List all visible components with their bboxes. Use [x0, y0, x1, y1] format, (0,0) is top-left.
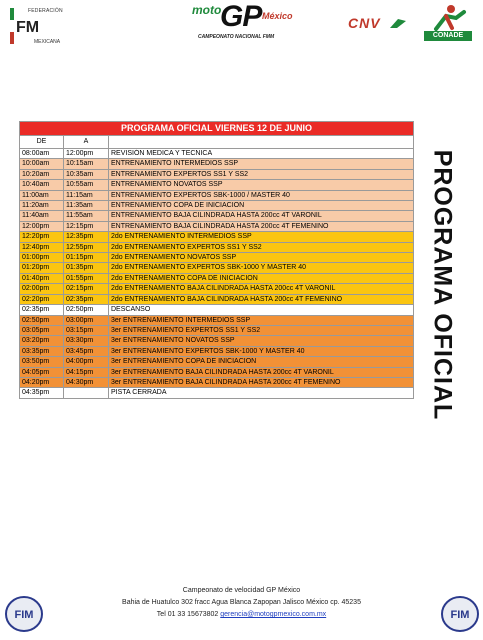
activity-cell: ENTRENAMIENTO INTERMEDIOS SSP — [109, 159, 414, 169]
start-time-cell: 12:00pm — [20, 221, 64, 231]
schedule-title-row — [20, 122, 414, 136]
start-time-cell: 12:40pm — [20, 242, 64, 252]
activity-cell: 2do ENTRENAMIENTO BAJA CILINDRADA HASTA 200cc 4T VARONIL — [109, 284, 414, 294]
schedule-row — [20, 284, 414, 294]
schedule-row — [20, 149, 414, 159]
activity-cell: 2do ENTRENAMIENTO COPA DE INICIACION — [109, 273, 414, 283]
footer-address: Bahia de Huatulco 302 fracc Agua Blanca Zapopan Jalisco México cp. 45235 — [122, 599, 361, 606]
schedule-row — [20, 159, 414, 169]
start-time-cell: 03:05pm — [20, 325, 64, 335]
activity-cell: ENTRENAMIENTO BAJA CILINDRADA HASTA 200cc 4T FEMENINO — [109, 221, 414, 231]
schedule-row — [20, 242, 414, 252]
schedule-row — [20, 180, 414, 190]
start-time-cell: 04:05pm — [20, 367, 64, 377]
gp-moto-text: moto — [192, 3, 222, 17]
activity-cell: 2do ENTRENAMIENTO NOVATOS SSP — [109, 253, 414, 263]
fmm-logo — [10, 8, 63, 45]
end-time-cell: 12:35pm — [64, 232, 109, 242]
footer-phone: Tel 01 33 15673802 — [156, 611, 219, 618]
start-time-cell: 08:00am — [20, 149, 64, 159]
cnv-wing-icon — [390, 19, 406, 29]
end-time-cell: 04:00pm — [64, 357, 109, 367]
column-header-description — [109, 136, 414, 149]
activity-cell: 2do ENTRENAMIENTO EXPERTOS SS1 Y SS2 — [109, 242, 414, 252]
end-time-cell: 12:00pm — [64, 149, 109, 159]
start-time-cell: 03:35pm — [20, 346, 64, 356]
activity-cell: ENTRENAMIENTO BAJA CILINDRADA HASTA 200cc 4T VARONIL — [109, 211, 414, 221]
start-time-cell: 10:00am — [20, 159, 64, 169]
fmm-federacion-text: FEDERACIÓN — [28, 8, 63, 14]
activity-cell: PISTA CERRADA — [109, 388, 414, 398]
start-time-cell: 11:40am — [20, 211, 64, 221]
end-time-cell: 11:15am — [64, 190, 109, 200]
activity-cell: REVISIÓN MEDICA Y TECNICA — [109, 149, 414, 159]
activity-cell: 3er ENTRENAMIENTO BAJA CILINDRADA HASTA 200cc 4T FEMENINO — [109, 377, 414, 387]
schedule-row — [20, 357, 414, 367]
gp-mexico-text: México — [262, 11, 293, 21]
fim-left-label: FIM — [14, 609, 34, 621]
side-title-box — [420, 150, 464, 420]
schedule-row — [20, 263, 414, 273]
activity-cell: 2do ENTRENAMIENTO BAJA CILINDRADA HASTA 200cc 4T FEMENINO — [109, 294, 414, 304]
end-time-cell: 03:00pm — [64, 315, 109, 325]
end-time-cell: 12:55pm — [64, 242, 109, 252]
fmm-flag-bar — [10, 8, 14, 44]
schedule-row — [20, 232, 414, 242]
end-time-cell: 03:15pm — [64, 325, 109, 335]
start-time-cell: 03:50pm — [20, 357, 64, 367]
schedule-header-row — [20, 136, 414, 149]
schedule-row — [20, 201, 414, 211]
schedule-row — [20, 367, 414, 377]
start-time-cell: 02:20pm — [20, 294, 64, 304]
fim-logo-left — [4, 595, 44, 633]
motogp-mexico-logo — [186, 0, 298, 43]
activity-cell: 3er ENTRENAMIENTO INTERMEDIOS SSP — [109, 315, 414, 325]
activity-cell: 3er ENTRENAMIENTO BAJA CILINDRADA HASTA 200cc 4T VARONIL — [109, 367, 414, 377]
schedule-row — [20, 221, 414, 231]
start-time-cell: 04:35pm — [20, 388, 64, 398]
end-time-cell: 04:30pm — [64, 377, 109, 387]
start-time-cell: 11:00am — [20, 190, 64, 200]
schedule-row — [20, 346, 414, 356]
end-time-cell: 11:55am — [64, 211, 109, 221]
schedule-row — [20, 253, 414, 263]
schedule-row — [20, 294, 414, 304]
cnv-logo — [348, 15, 408, 37]
start-time-cell: 10:20am — [20, 169, 64, 179]
schedule-title: PROGRAMA OFICIAL VIERNES 12 DE JUNIO — [20, 122, 414, 136]
end-time-cell: 02:50pm — [64, 305, 109, 315]
conade-logo — [424, 4, 472, 42]
start-time-cell: 12:20pm — [20, 232, 64, 242]
start-time-cell: 02:50pm — [20, 315, 64, 325]
start-time-cell: 01:20pm — [20, 263, 64, 273]
activity-cell: DESCANSO — [109, 305, 414, 315]
end-time-cell: 04:15pm — [64, 367, 109, 377]
conade-label: CONADE — [424, 31, 472, 41]
fmm-letters: FM — [16, 19, 40, 36]
activity-cell: 2do ENTRENAMIENTO INTERMEDIOS SSP — [109, 232, 414, 242]
start-time-cell: 01:00pm — [20, 253, 64, 263]
footer — [80, 585, 403, 621]
activity-cell: ENTRENAMIENTO NOVATOS SSP — [109, 180, 414, 190]
fim-right-label: FIM — [450, 609, 470, 621]
schedule-row — [20, 190, 414, 200]
schedule-row — [20, 315, 414, 325]
schedule-row — [20, 377, 414, 387]
end-time-cell — [64, 388, 109, 398]
start-time-cell: 03:20pm — [20, 336, 64, 346]
activity-cell: ENTRENAMIENTO EXPERTOS SBK-1000 / MASTER 40 — [109, 190, 414, 200]
end-time-cell: 03:30pm — [64, 336, 109, 346]
schedule-row — [20, 325, 414, 335]
fmm-mexicana-text: MEXICANA — [34, 39, 61, 45]
gp-letters: GP — [220, 0, 262, 33]
gp-subtitle: CAMPEONATO NACIONAL FMM — [198, 34, 275, 40]
end-time-cell: 03:45pm — [64, 346, 109, 356]
column-header-a: A — [64, 136, 109, 149]
footer-contact — [80, 609, 403, 621]
end-time-cell: 02:15pm — [64, 284, 109, 294]
footer-email-link[interactable]: gerencia@motogpmexico.com.mx — [220, 611, 327, 618]
side-title: PROGRAMA OFICIAL — [428, 149, 457, 421]
end-time-cell: 10:55am — [64, 180, 109, 190]
activity-cell: ENTRENAMIENTO EXPERTOS SS1 Y SS2 — [109, 169, 414, 179]
schedule-row — [20, 273, 414, 283]
end-time-cell: 12:15pm — [64, 221, 109, 231]
start-time-cell: 02:35pm — [20, 305, 64, 315]
fim-logo-right — [440, 595, 480, 633]
conade-runner-icon — [424, 4, 472, 31]
schedule-row — [20, 336, 414, 346]
cnv-text: CNV — [348, 15, 381, 31]
start-time-cell: 11:20am — [20, 201, 64, 211]
schedule-row — [20, 211, 414, 221]
activity-cell: 3er ENTRENAMIENTO COPA DE INICIACION — [109, 357, 414, 367]
start-time-cell: 04:20pm — [20, 377, 64, 387]
activity-cell: 3er ENTRENAMIENTO NOVATOS SSP — [109, 336, 414, 346]
activity-cell: 2do ENTRENAMIENTO EXPERTOS SBK-1000 Y MASTER 40 — [109, 263, 414, 273]
schedule-row — [20, 305, 414, 315]
activity-cell: 3er ENTRENAMIENTO EXPERTOS SBK-1000 Y MASTER 40 — [109, 346, 414, 356]
activity-cell: 3er ENTRENAMIENTO EXPERTOS SS1 Y SS2 — [109, 325, 414, 335]
footer-line1: Campeonato de velocidad GP México — [182, 587, 301, 594]
end-time-cell: 01:55pm — [64, 273, 109, 283]
start-time-cell: 01:40pm — [20, 273, 64, 283]
end-time-cell: 02:35pm — [64, 294, 109, 304]
schedule-table — [19, 121, 414, 399]
end-time-cell: 10:15am — [64, 159, 109, 169]
start-time-cell: 02:00pm — [20, 284, 64, 294]
end-time-cell: 11:35am — [64, 201, 109, 211]
activity-cell: ENTRENAMIENTO COPA DE INICIACION — [109, 201, 414, 211]
end-time-cell: 01:15pm — [64, 253, 109, 263]
start-time-cell: 10:40am — [20, 180, 64, 190]
schedule-row — [20, 388, 414, 398]
end-time-cell: 10:35am — [64, 169, 109, 179]
column-header-de: DE — [20, 136, 64, 149]
schedule-row — [20, 169, 414, 179]
end-time-cell: 01:35pm — [64, 263, 109, 273]
